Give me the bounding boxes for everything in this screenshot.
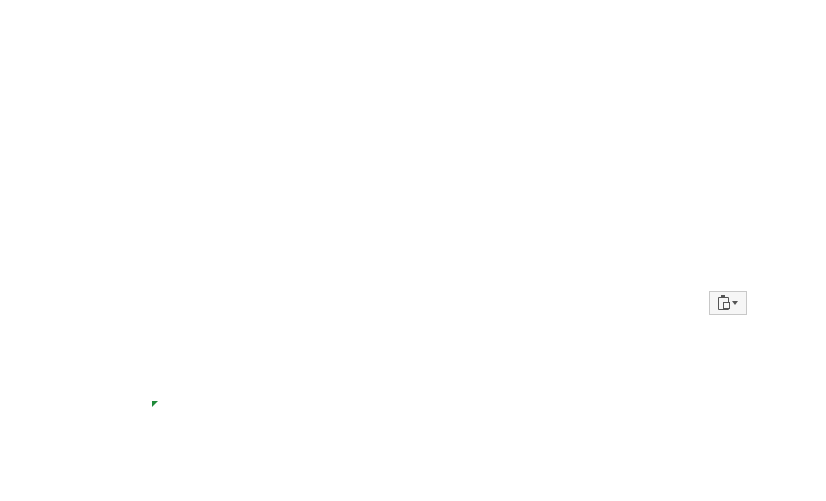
paste-options-button[interactable] xyxy=(709,291,747,315)
comment-indicator-icon xyxy=(152,401,158,407)
clipboard-icon xyxy=(718,297,729,310)
chevron-down-icon xyxy=(732,301,738,305)
